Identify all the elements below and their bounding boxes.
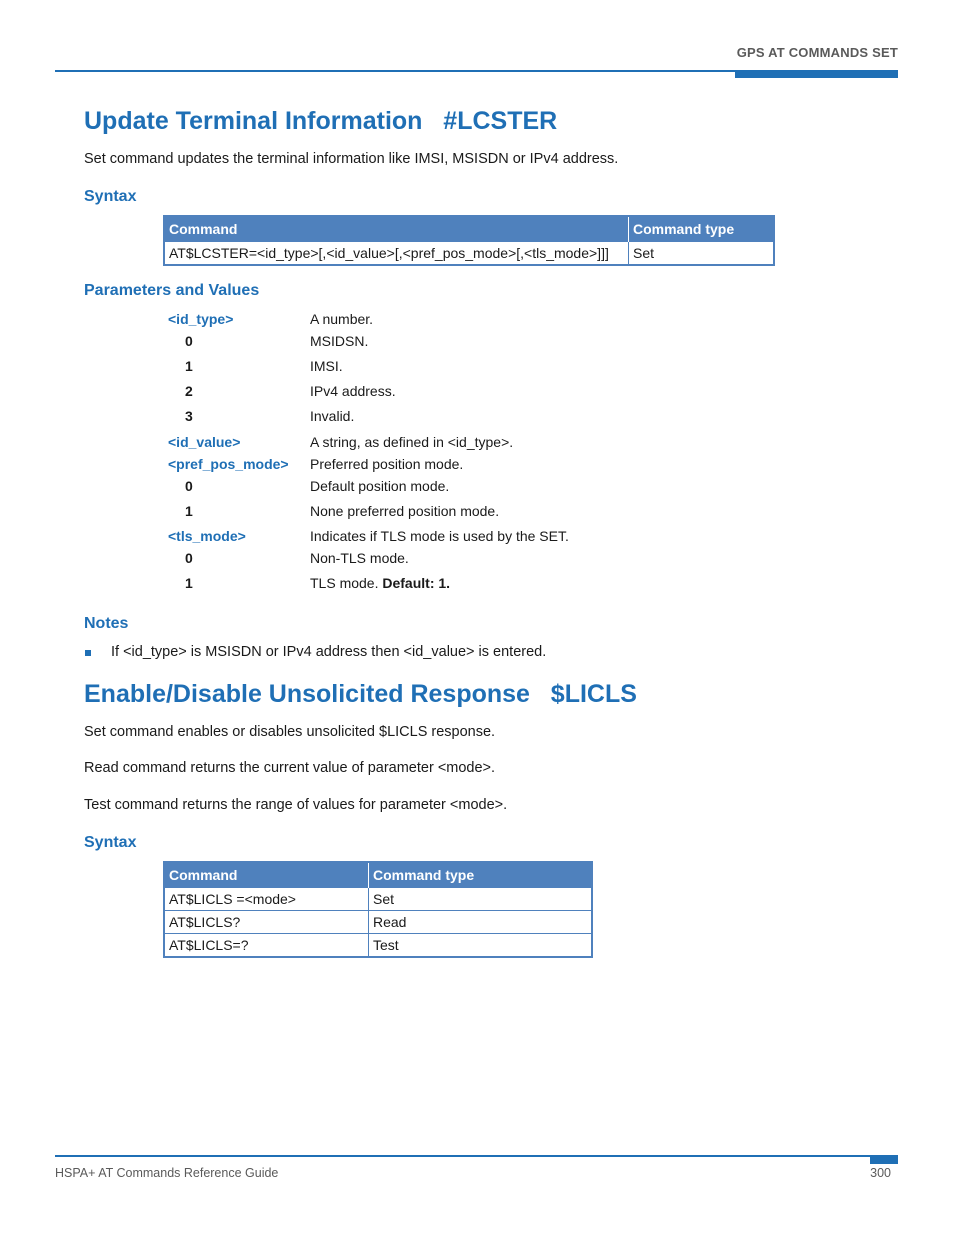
command-cell: AT$LCSTER=<id_type>[,<id_value>[,<pref_pos_mode>[,<tls_mode>]]] xyxy=(164,242,629,266)
section2-syntax-heading: Syntax xyxy=(84,834,137,851)
section2-syntax-table xyxy=(163,861,593,958)
param-value: 1 xyxy=(185,575,193,591)
command-type-cell: Set xyxy=(629,242,775,266)
section1-notes-heading: Notes xyxy=(84,615,129,632)
command-type-cell: Set xyxy=(369,888,593,911)
param-name-id-value: <id_value> xyxy=(168,434,241,450)
column-header-command: Command xyxy=(164,862,369,888)
table-header-row xyxy=(164,862,592,888)
footer-accent-block xyxy=(870,1155,898,1164)
command-type-cell: Read xyxy=(369,911,593,934)
param-name-id-type: <id_type> xyxy=(168,311,234,327)
param-desc: None preferred position mode. xyxy=(310,503,500,519)
param-desc: IPv4 address. xyxy=(310,383,396,399)
param-desc: Indicates if TLS mode is used by the SET. xyxy=(310,528,569,544)
param-desc-text: TLS mode. xyxy=(310,575,383,591)
header-section-title: GPS AT COMMANDS SET xyxy=(736,45,898,60)
footer-doc-title: HSPA+ AT Commands Reference Guide xyxy=(55,1166,279,1180)
table-row xyxy=(164,934,592,958)
footer-page-number: 300 xyxy=(870,1166,891,1180)
command-cell: AT$LICLS=? xyxy=(164,934,369,958)
section1-syntax-heading: Syntax xyxy=(84,188,137,205)
section2-paragraph: Read command returns the current value of parameter <mode>. xyxy=(84,760,496,776)
param-desc: Default position mode. xyxy=(310,478,450,494)
command-cell: AT$LICLS =<mode> xyxy=(164,888,369,911)
param-value: 3 xyxy=(185,408,193,424)
command-type-cell: Test xyxy=(369,934,593,958)
param-value: 1 xyxy=(185,503,193,519)
section1-params-heading: Parameters and Values xyxy=(84,282,260,299)
param-desc: Non-TLS mode. xyxy=(310,550,409,566)
note-item: If <id_type> is MSISDN or IPv4 address then <id_value> is entered. xyxy=(111,644,547,660)
section1-description: Set command updates the terminal information like IMSI, MSISDN or IPv4 address. xyxy=(84,151,619,167)
param-desc-default xyxy=(310,575,450,591)
param-desc: Preferred position mode. xyxy=(310,456,464,472)
section2-title: Enable/Disable Unsolicited Response $LICLS xyxy=(84,680,637,708)
param-value: 0 xyxy=(185,550,193,566)
bullet-square-icon xyxy=(85,650,91,656)
section1-title: Update Terminal Information #LCSTER xyxy=(84,107,558,135)
table-row xyxy=(164,242,774,266)
param-desc: Invalid. xyxy=(310,408,355,424)
param-name-tls-mode: <tls_mode> xyxy=(168,528,246,544)
footer-rule xyxy=(55,1155,898,1157)
section2-paragraph: Set command enables or disables unsolicited $LICLS response. xyxy=(84,724,496,740)
param-value: 1 xyxy=(185,358,193,374)
command-cell: AT$LICLS? xyxy=(164,911,369,934)
table-row xyxy=(164,911,592,934)
table-header-row xyxy=(164,216,774,242)
param-desc: A string, as defined in <id_type>. xyxy=(310,434,514,450)
param-desc: IMSI. xyxy=(310,358,343,374)
param-value: 0 xyxy=(185,478,193,494)
param-name-pref-pos-mode: <pref_pos_mode> xyxy=(168,456,289,472)
column-header-command-type: Command type xyxy=(369,862,593,888)
column-header-command: Command xyxy=(164,216,629,242)
section2-paragraph: Test command returns the range of values for parameter <mode>. xyxy=(84,797,508,813)
column-header-command-type: Command type xyxy=(629,216,775,242)
param-desc: A number. xyxy=(310,311,374,327)
param-value: 2 xyxy=(185,383,193,399)
param-default-text: Default: 1. xyxy=(382,575,451,591)
header-accent-block xyxy=(735,70,898,78)
section1-syntax-table xyxy=(163,215,775,266)
param-value: 0 xyxy=(185,333,193,349)
table-row xyxy=(164,888,592,911)
param-desc: MSIDSN. xyxy=(310,333,369,349)
